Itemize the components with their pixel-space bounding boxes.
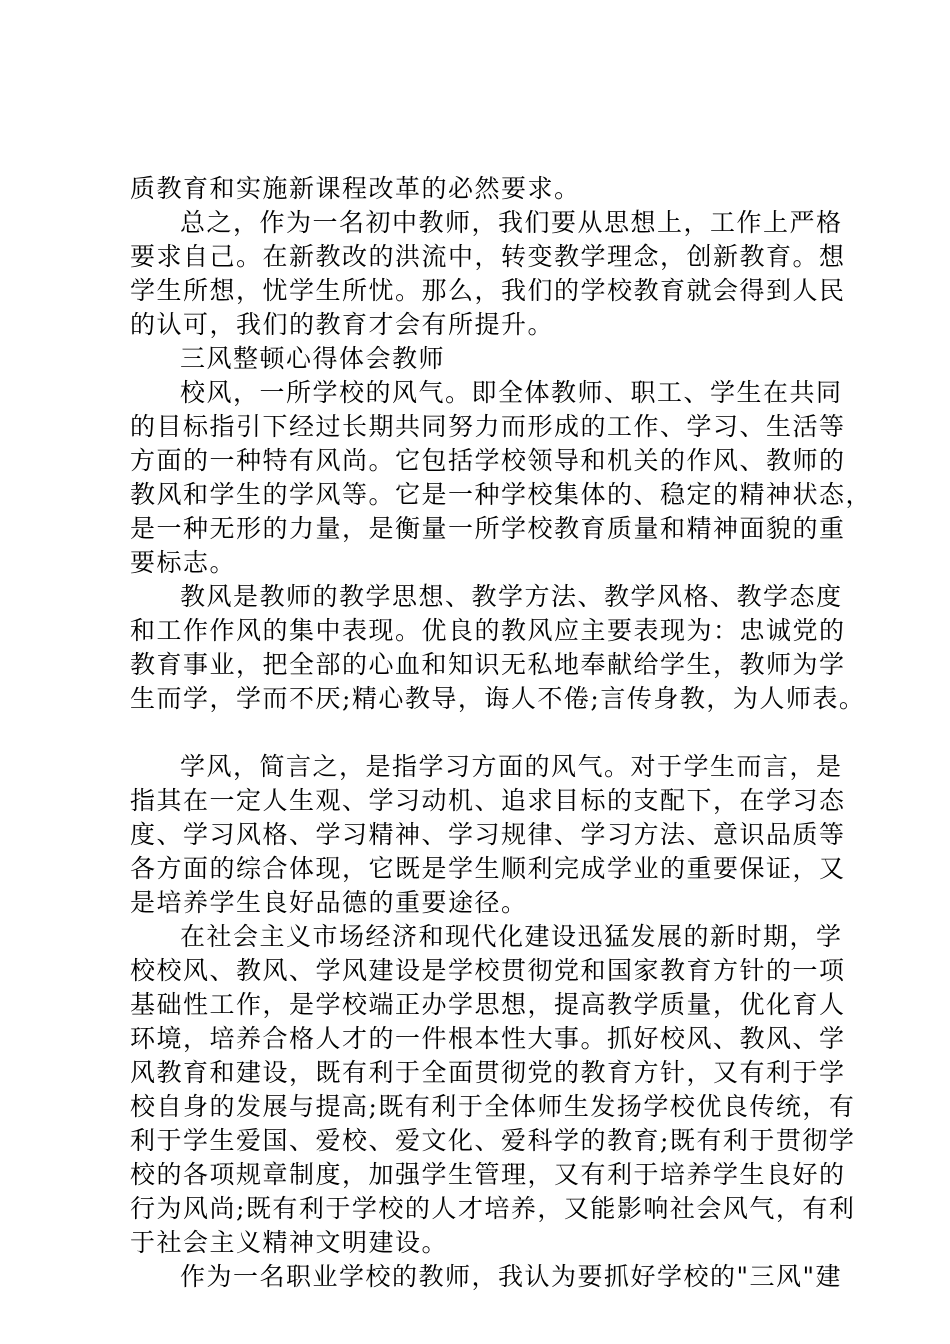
text-line: 学风，简言之，是指学习方面的风气。对于学生而言，是 [180, 752, 843, 781]
text-line: 教风是教师的教学思想、教学方法、教学风格、教学态度 [180, 582, 843, 611]
text-line: 要求自己。在新教改的洪流中，转变教学理念，创新教育。想 [130, 242, 846, 271]
text-line: 是一种无形的力量，是衡量一所学校教育质量和精神面貌的重 [130, 514, 846, 543]
text-line: 校自身的发展与提高;既有利于全体师生发扬学校优良传统，有 [130, 1092, 856, 1121]
text-line: 的认可，我们的教育才会有所提升。 [130, 310, 555, 339]
text-line: 利于学生爱国、爱校、爱文化、爱科学的教育;既有利于贯彻学 [130, 1126, 856, 1155]
text-line: 风教育和建设，既有利于全面贯彻党的教育方针，又有利于学 [130, 1058, 846, 1087]
text-line: 的目标指引下经过长期共同努力而形成的工作、学习、生活等 [130, 412, 846, 441]
text-line: 教育事业，把全部的心血和知识无私地奉献给学生，教师为学 [130, 650, 846, 679]
section-title: 三风整顿心得体会教师 [180, 344, 446, 373]
text-line: 校的各项规章制度，加强学生管理，又有利于培养学生良好的 [130, 1160, 846, 1189]
text-line: 方面的一种特有风尚。它包括学校领导和机关的作风、教师的 [130, 446, 846, 475]
text-line: 度、学习风格、学习精神、学习规律、学习方法、意识品质等 [130, 820, 846, 849]
text-line: 指其在一定人生观、学习动机、追求目标的支配下，在学习态 [130, 786, 846, 815]
text-line: 环境，培养合格人才的一件根本性大事。抓好校风、教风、学 [130, 1024, 846, 1053]
text-line: 总之，作为一名初中教师，我们要从思想上，工作上严格 [180, 208, 843, 237]
text-line: 基础性工作，是学校端正办学思想，提高教学质量，优化育人 [130, 990, 846, 1019]
text-line: 校风，一所学校的风气。即全体教师、职工、学生在共同 [180, 378, 843, 407]
text-line: 作为一名职业学校的教师，我认为要抓好学校的"三风"建 [180, 1262, 843, 1291]
text-line: 学生所想，忧学生所忧。那么，我们的学校教育就会得到人民 [130, 276, 846, 305]
text-line: 在社会主义市场经济和现代化建设迅猛发展的新时期，学 [180, 922, 843, 951]
text-line: 要标志。 [130, 548, 237, 577]
text-line: 质教育和实施新课程改革的必然要求。 [130, 174, 581, 203]
text-line: 是培养学生良好品德的重要途径。 [130, 888, 528, 917]
text-line: 教风和学生的学风等。它是一种学校集体的、稳定的精神状态， [130, 480, 873, 509]
text-line: 生而学，学而不厌;精心教导，诲人不倦;言传身教，为人师表。 [130, 684, 866, 713]
text-line: 校校风、教风、学风建设是学校贯彻党和国家教育方针的一项 [130, 956, 846, 985]
text-line: 行为风尚;既有利于学校的人才培养，又能影响社会风气，有利 [130, 1194, 856, 1223]
text-line: 于社会主义精神文明建设。 [130, 1228, 449, 1257]
text-line: 和工作作风的集中表现。优良的教风应主要表现为：忠诚党的 [130, 616, 846, 645]
text-line: 各方面的综合体现，它既是学生顺利完成学业的重要保证，又 [130, 854, 846, 883]
